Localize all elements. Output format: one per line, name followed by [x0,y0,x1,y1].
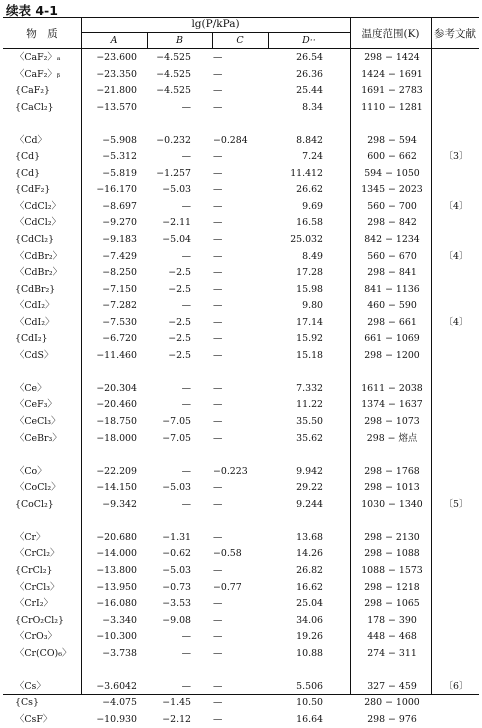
d-cell: 8.49 [302,250,323,262]
header-rule [3,48,479,49]
c-cell: — [213,382,223,394]
table-row [3,215,479,232]
substance-cell: 〈CoCl₂〉 [15,482,61,494]
table-row [3,166,479,183]
a-cell: −9.270 [102,217,137,229]
a-cell: −4.075 [102,697,137,709]
a-cell: −16.080 [96,598,137,610]
a-cell: −14.000 [96,548,137,560]
reference-cell: 〔4〕 [443,200,469,212]
d-cell: 8.34 [302,101,323,113]
a-cell: −20.460 [96,399,137,411]
substance-cell: 〈CdS〉 [15,349,54,361]
c-cell: — [213,647,223,659]
substance-cell: 〈CdBr₂〉 [15,267,63,279]
substance-cell: 〈Ce〉 [15,382,47,394]
a-cell: −11.460 [96,349,137,361]
a-cell: −3.340 [102,614,137,626]
a-cell: −16.170 [96,184,137,196]
header-lgp: lg(P/kPa) [191,18,240,30]
table-row [3,348,479,365]
reference-cell: 〔6〕 [443,680,469,692]
b-cell: −4.525 [156,52,191,63]
table-row [3,480,479,497]
b-cell: −5.03 [162,184,191,196]
table-row [3,331,479,348]
reference-cell: 〔5〕 [443,498,469,510]
a-cell: −21.800 [96,85,137,97]
substance-cell: {CaCl₂} [15,101,54,113]
substance-cell: {Cs} [15,697,39,709]
header-reference: 参考文献 [434,28,476,40]
b-cell: −2.5 [168,316,191,328]
substance-cell: 〈CsF〉 [15,713,53,725]
table-row [3,282,479,299]
substance-cell: 〈CrCl₂〉 [15,548,60,560]
c-cell: — [213,101,223,113]
substance-cell: 〈CeF₃〉 [15,399,57,411]
header-substance: 物 质 [26,28,58,40]
b-cell: −2.5 [168,283,191,295]
a-cell: −7.429 [102,250,137,262]
b-cell: −0.232 [156,134,191,146]
a-cell: −9.342 [102,498,137,510]
c-cell: — [213,697,223,709]
table-title: 续表 4-1 [6,3,58,18]
subheader-rule [81,32,350,33]
b-cell: −0.73 [162,581,191,593]
table-row [3,431,479,448]
table-row [3,530,479,547]
c-cell: — [213,531,223,543]
substance-cell: {CdI₂} [15,333,48,345]
c-cell: — [213,680,223,692]
table-row [3,712,479,728]
temperature-range-cell: 298 − 1065 [364,598,420,610]
c-cell: — [213,614,223,626]
a-cell: −7.530 [102,316,137,328]
c-cell: −0.77 [213,581,242,593]
b-cell: −2.5 [168,333,191,345]
temperature-range-cell: 661 − 1069 [364,333,420,345]
a-cell: −18.750 [96,416,137,428]
c-cell: — [213,631,223,643]
d-cell: 16.58 [296,217,323,229]
d-cell: 19.26 [296,631,323,643]
d-cell: 17.28 [296,267,323,279]
temperature-range-cell: 600 − 662 [367,151,417,163]
a-cell: −5.312 [102,151,137,163]
a-cell: −3.738 [102,647,137,659]
header-col-a: A [110,35,118,46]
d-cell: 7.24 [302,151,323,163]
b-cell: — [181,647,191,659]
a-cell: −14.150 [96,482,137,494]
a-cell: −5.819 [102,167,137,179]
temperature-range-cell: 298 − 1200 [364,349,420,361]
c-cell: — [213,300,223,312]
substance-cell: 〈Cr〉 [15,531,46,543]
temperature-range-cell: 1424 − 1691 [361,68,423,80]
table-row [3,613,479,630]
a-cell: −7.150 [102,283,137,295]
a-cell: −20.680 [96,531,137,543]
header-temperature-range: 温度范围(K) [361,28,420,40]
temperature-range-cell: 594 − 1050 [364,167,420,179]
temperature-range-cell: 298 − 661 [367,316,417,328]
group-spacer [3,447,479,464]
a-cell: −10.300 [96,631,137,643]
table-row [3,679,479,696]
d-cell: 15.92 [296,333,323,345]
c-cell: — [213,349,223,361]
a-cell: −10.930 [96,713,137,725]
temperature-range-cell: 298 − 1013 [364,482,420,494]
reference-cell: 〔3〕 [443,151,469,163]
d-cell: 5.506 [296,680,323,692]
d-cell: 11.22 [296,399,323,411]
d-cell: 11.412 [290,167,323,179]
table-row [3,199,479,216]
b-cell: −2.5 [168,267,191,279]
b-cell: −4.525 [156,68,191,80]
table-row [3,100,479,117]
temperature-range-cell: 1345 − 2023 [361,184,423,196]
c-cell: — [213,184,223,196]
a-cell: −22.209 [96,465,137,477]
b-cell: −1.45 [162,697,191,709]
a-cell: −6.720 [102,333,137,345]
d-cell: 15.98 [296,283,323,295]
d-cell: 13.68 [296,531,323,543]
c-cell: — [213,234,223,246]
temperature-range-cell: 298 − 842 [367,217,417,229]
a-cell: −7.282 [102,300,137,312]
c-cell: — [213,200,223,212]
d-cell: 26.54 [296,52,323,63]
d-cell: 34.06 [296,614,323,626]
d-cell: 16.62 [296,581,323,593]
b-cell: — [181,101,191,113]
substance-cell: 〈CrI₂〉 [15,598,53,610]
c-cell: — [213,399,223,411]
table-row [3,546,479,563]
substance-cell: {CdF₂} [15,184,51,196]
temperature-range-cell: 1611 − 2038 [361,382,423,394]
substance-cell: 〈Cs〉 [15,680,46,692]
header-col-c: C [236,35,244,46]
c-cell: — [213,250,223,262]
temperature-range-cell: 560 − 670 [367,250,417,262]
d-cell: 10.88 [296,647,323,659]
c-cell: −0.223 [213,465,248,477]
substance-cell: 〈CrCl₃〉 [15,581,60,593]
substance-cell: 〈CaF₂〉ₐ [15,52,61,63]
table-row [3,83,479,100]
table-row [3,695,479,712]
d-cell: 25.44 [296,85,323,97]
b-cell: — [181,631,191,643]
temperature-range-cell: 1110 − 1281 [361,101,423,113]
a-cell: −20.304 [96,382,137,394]
d-cell: 26.82 [296,564,323,576]
a-cell: −8.250 [102,267,137,279]
b-cell: — [181,200,191,212]
d-cell: 9.69 [302,200,323,212]
a-cell: −13.950 [96,581,137,593]
table-row [3,464,479,481]
c-cell: — [213,283,223,295]
c-cell: — [213,598,223,610]
table-row [3,67,479,84]
table-row [3,629,479,646]
temperature-range-cell: 298 − 1768 [364,465,420,477]
b-cell: — [181,498,191,510]
table-row [3,149,479,166]
temperature-range-cell: 560 − 700 [367,200,417,212]
substance-cell: 〈CdBr₂〉 [15,250,63,262]
b-cell: — [181,680,191,692]
group-spacer [3,513,479,530]
temperature-range-cell: 298 − 2130 [364,531,420,543]
b-cell: −5.03 [162,482,191,494]
temperature-range-cell: 327 − 459 [367,680,417,692]
substance-cell: 〈Cr(CO)₆〉 [15,647,72,659]
c-cell: — [213,151,223,163]
b-cell: −9.08 [162,614,191,626]
temperature-range-cell: 1030 − 1340 [361,498,423,510]
d-cell: 7.332 [296,382,323,394]
substance-cell: 〈CdI₂〉 [15,316,55,328]
temperature-range-cell: 460 − 590 [367,300,417,312]
substance-cell: 〈CeCl₃〉 [15,416,61,428]
temperature-range-cell: 1691 − 2783 [361,85,423,97]
table-row [3,249,479,266]
d-cell: 25.032 [290,234,323,246]
c-cell: — [213,432,223,444]
c-cell: — [213,68,223,80]
temperature-range-cell: 1374 − 1637 [361,399,423,411]
group-spacer [3,662,479,679]
b-cell: −3.53 [162,598,191,610]
table-row [3,563,479,580]
temperature-range-cell: 298 − 1073 [364,416,420,428]
c-cell: −0.58 [213,548,242,560]
header-col-d: D·· [302,35,316,46]
table-row [3,133,479,150]
c-cell: — [213,267,223,279]
temperature-range-cell: 1088 − 1573 [361,564,423,576]
a-cell: −23.350 [96,68,137,80]
b-cell: −0.62 [162,548,191,560]
temperature-range-cell: 298 − 976 [367,713,417,725]
a-cell: −8.697 [102,200,137,212]
b-cell: — [181,300,191,312]
temperature-range-cell: 298 − 1088 [364,548,420,560]
substance-cell: 〈CdCl₂〉 [15,200,61,212]
substance-cell: {CrO₂Cl₂} [15,614,64,626]
temperature-range-cell: 298 − 1424 [364,52,420,63]
table-row [3,381,479,398]
d-cell: 29.22 [296,482,323,494]
c-cell: — [213,316,223,328]
d-cell: 9.244 [296,498,323,510]
c-cell: — [213,713,223,725]
substance-cell: 〈CdI₂〉 [15,300,55,312]
temperature-range-cell: 841 − 1136 [364,283,420,295]
table-row [3,596,479,613]
b-cell: — [181,465,191,477]
substance-cell: 〈Co〉 [15,465,47,477]
b-cell: −7.05 [162,416,191,428]
temperature-range-cell: 448 − 468 [367,631,417,643]
b-cell: −5.03 [162,564,191,576]
group-spacer [3,364,479,381]
b-cell: — [181,151,191,163]
table-row [3,397,479,414]
table-row [3,50,479,67]
a-cell: −13.800 [96,564,137,576]
table-body [3,50,479,728]
b-cell: — [181,250,191,262]
b-cell: −2.11 [162,217,191,229]
a-cell: −13.570 [96,101,137,113]
b-cell: — [181,399,191,411]
table-row [3,298,479,315]
a-cell: −23.600 [96,52,137,63]
temperature-range-cell: 298 − 841 [367,267,417,279]
a-cell: −3.6042 [96,680,137,692]
temperature-range-cell: 298 − 1218 [364,581,420,593]
a-cell: −9.183 [102,234,137,246]
c-cell: — [213,416,223,428]
d-cell: 8.842 [296,134,323,146]
table-row [3,414,479,431]
substance-cell: {CrCl₂} [15,564,53,576]
table-row [3,580,479,597]
temperature-range-cell: 298 − 594 [367,134,417,146]
b-cell: −2.12 [162,713,191,725]
b-cell: −5.04 [162,234,191,246]
d-cell: 26.62 [296,184,323,196]
b-cell: −7.05 [162,432,191,444]
a-cell: −5.908 [102,134,137,146]
d-cell: 9.80 [302,300,323,312]
d-cell: 9.942 [296,465,323,477]
temperature-range-cell: 280 − 1000 [364,697,420,709]
reference-cell: 〔4〕 [443,316,469,328]
substance-cell: {Cd} [15,151,41,163]
c-cell: — [213,564,223,576]
reference-cell: 〔4〕 [443,250,469,262]
c-cell: — [213,52,223,63]
d-cell: 17.14 [296,316,323,328]
substance-cell: 〈CrO₃〉 [15,631,57,643]
substance-cell: 〈CeBr₃〉 [15,432,62,444]
substance-cell: 〈Cd〉 [15,134,47,146]
d-cell: 10.50 [296,697,323,709]
temperature-range-cell: 274 − 311 [367,647,417,659]
b-cell: — [181,382,191,394]
group-spacer [3,116,479,133]
substance-cell: {Cd} [15,167,41,179]
d-cell: 14.26 [296,548,323,560]
d-cell: 15.18 [296,349,323,361]
substance-cell: {CdCl₂} [15,234,55,246]
table-row [3,232,479,249]
a-cell: −18.000 [96,432,137,444]
d-cell: 25.04 [296,598,323,610]
table-row [3,265,479,282]
table-row [3,315,479,332]
table-row [3,497,479,514]
c-cell: — [213,85,223,97]
c-cell: — [213,482,223,494]
c-cell: −0.284 [213,134,248,146]
b-cell: −1.31 [162,531,191,543]
temperature-range-cell: 298 − 熔点 [366,432,418,444]
c-cell: — [213,167,223,179]
table-row [3,646,479,663]
d-cell: 16.64 [296,713,323,725]
b-cell: −4.525 [156,85,191,97]
b-cell: −1.257 [156,167,191,179]
d-cell: 35.62 [296,432,323,444]
b-cell: −2.5 [168,349,191,361]
d-cell: 35.50 [296,416,323,428]
temperature-range-cell: 842 − 1234 [364,234,420,246]
substance-cell: {CoCl₂} [15,498,54,510]
substance-cell: 〈CdCl₂〉 [15,217,61,229]
substance-cell: {CdBr₂} [15,283,56,295]
c-cell: — [213,498,223,510]
temperature-range-cell: 178 − 390 [367,614,417,626]
c-cell: — [213,333,223,345]
d-cell: 26.36 [296,68,323,80]
header-col-b: B [176,35,183,46]
c-cell: — [213,217,223,229]
substance-cell: {CaF₂} [15,85,50,97]
substance-cell: 〈CaF₂〉ᵦ [15,68,61,80]
table-row [3,182,479,199]
